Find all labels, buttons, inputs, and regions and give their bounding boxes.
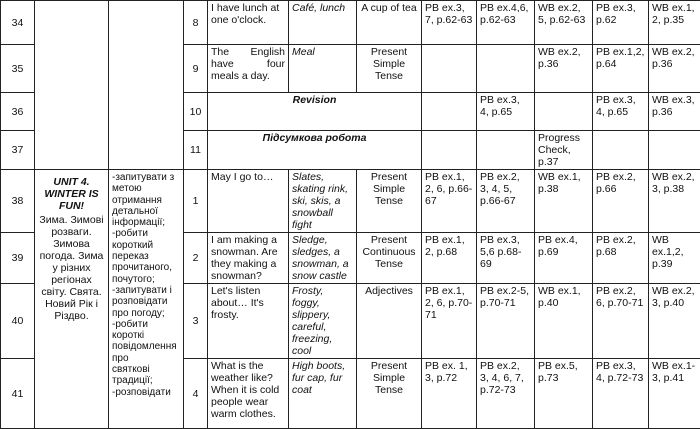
skill-line: традиції; (112, 375, 180, 386)
skill-line: метою (112, 183, 180, 194)
unit-cell (35, 170, 109, 429)
cell-c3: WB ex.2, p.36 (535, 45, 593, 93)
lesson-topic: I am making a snowman. Are they making a snowman? (208, 233, 289, 284)
cell-c5: WB ex.1-3, p.41 (649, 359, 700, 429)
final-test-title: Підсумкова робота (208, 131, 422, 170)
skill-line: детальної (112, 206, 180, 217)
row-index: 40 (1, 284, 35, 359)
cell-c5: WB ex.1,2, p.39 (649, 233, 700, 284)
vocabulary: Slates, skating rink, ski, skis, a snowball fight (289, 170, 357, 233)
vocabulary: Sledge, sledges, a snowman, a snow castle (289, 233, 357, 284)
skill-line: отримання (112, 195, 180, 206)
cell-c4: PB ex.1,2, p.64 (593, 45, 649, 93)
empty-unit-cell (35, 1, 109, 170)
cell-c2 (477, 45, 535, 93)
skill-line: переказ (112, 251, 180, 262)
cell-c2: PB ex.3, 5,6 p.68-69 (477, 233, 535, 284)
row-index: 34 (1, 1, 35, 45)
vocabulary: Meal (289, 45, 357, 93)
skill-line: про (112, 353, 180, 364)
cell-c1 (422, 131, 477, 170)
vocabulary: High boots, fur cap, fur coat (289, 359, 357, 429)
cell-c2 (477, 131, 535, 170)
skill-line: інформації; (112, 217, 180, 228)
cell-c4: PB ex.3, p.62 (593, 1, 649, 45)
vocabulary: Frosty, foggy, slippery, careful, freezing, cool (289, 284, 357, 359)
cell-c1 (422, 45, 477, 93)
cell-c2: PB ex.4,6, p.62-63 (477, 1, 535, 45)
cell-c5: WB ex.2, 3, p.40 (649, 284, 700, 359)
cell-c2: PB ex.3, 4, p.65 (477, 93, 535, 131)
cell-c1: PB ex.1, 2, 6, p.66-67 (422, 170, 477, 233)
cell-c5: WB ex.2, 3, p.38 (649, 170, 700, 233)
row-index: 36 (1, 93, 35, 131)
lesson-topic: What is the weather like? When it is cold people wear warm clothes. (208, 359, 289, 429)
table-row (1, 1, 700, 45)
lesson-number: 2 (184, 233, 208, 284)
revision-title: Revision (208, 93, 422, 131)
skill-line: -робити (112, 228, 180, 239)
cell-c3: PB ex.5, p.73 (535, 359, 593, 429)
lesson-topic: The English have four meals a day. (208, 45, 289, 93)
grammar: Present Continuous Tense (357, 233, 422, 284)
cell-c1: PB ex. 1, 3, p.72 (422, 359, 477, 429)
cell-c4: PB ex.2, 6, p.70-71 (593, 284, 649, 359)
lesson-number: 8 (184, 1, 208, 45)
empty-skills-cell (109, 1, 184, 170)
skills-cell (109, 170, 184, 429)
skill-line: розповідати (112, 296, 180, 307)
row-index: 35 (1, 45, 35, 93)
skill-line: -запитувати і (112, 285, 180, 296)
cell-c3: Progress Check, p.37 (535, 131, 593, 170)
cell-c5: WB ex.2, p.36 (649, 45, 700, 93)
lesson-topic: I have lunch at one o'clock. (208, 1, 289, 45)
grammar: Present Simple Tense (357, 45, 422, 93)
lesson-number: 10 (184, 93, 208, 131)
lesson-number: 11 (184, 131, 208, 170)
grammar: Present Simple Tense (357, 170, 422, 233)
lesson-number: 9 (184, 45, 208, 93)
skill-line: -розповідати (112, 387, 180, 398)
table-row (1, 170, 700, 233)
cell-c5: WB ex.3, p.36 (649, 93, 700, 131)
cell-c1: PB ex.1, 2, p.68 (422, 233, 477, 284)
unit-title: UNIT 4. WINTER IS FUN! (38, 176, 105, 212)
skill-line: святкові (112, 364, 180, 375)
cell-c2: PB ex.2, 3, 4, 6, 7, p.72-73 (477, 359, 535, 429)
skill-line: короткий (112, 240, 180, 251)
lesson-number: 1 (184, 170, 208, 233)
skill-line: прочитаного, (112, 262, 180, 273)
lesson-number: 4 (184, 359, 208, 429)
cell-c5: WB ex.1, 2, p.35 (649, 1, 700, 45)
skill-line: короткі (112, 330, 180, 341)
grammar: A cup of tea (357, 1, 422, 45)
lesson-topic: Let's listen about… It's frosty. (208, 284, 289, 359)
skill-line: -запитувати з (112, 172, 180, 183)
cell-c3 (535, 93, 593, 131)
row-index: 38 (1, 170, 35, 233)
lesson-number: 3 (184, 284, 208, 359)
skill-line: -робити (112, 319, 180, 330)
row-index: 37 (1, 131, 35, 170)
vocabulary: Café, lunch (289, 1, 357, 45)
grammar: Adjectives (357, 284, 422, 359)
cell-c4: PB ex.3, 4, p.72-73 (593, 359, 649, 429)
cell-c3: WB ex.1, p.38 (535, 170, 593, 233)
cell-c3: WB ex.2, 5, p.62-63 (535, 1, 593, 45)
cell-c1: PB ex.3, 7, p.62-63 (422, 1, 477, 45)
cell-c2: PB ex.2, 3, 4, 5, p.66-67 (477, 170, 535, 233)
cell-c4: PB ex.3, 4, p.65 (593, 93, 649, 131)
cell-c4: PB ex.2, p.68 (593, 233, 649, 284)
cell-c2: PB ex.2-5, p.70-71 (477, 284, 535, 359)
skill-line: почутого; (112, 274, 180, 285)
row-index: 39 (1, 233, 35, 284)
cell-c1 (422, 93, 477, 131)
cell-c3: WB ex.1, p.40 (535, 284, 593, 359)
skill-line: про погоду; (112, 308, 180, 319)
cell-c3: PB ex.4, p.69 (535, 233, 593, 284)
cell-c4: PB ex.2, p.66 (593, 170, 649, 233)
grammar: Present Simple Tense (357, 359, 422, 429)
unit-description: Зима. Зимові розваги. Зимова погода. Зима у різних регіонах світу. Свята. Новий Рік і Різдво. (38, 214, 105, 322)
lesson-topic: May I go to… (208, 170, 289, 233)
row-index: 41 (1, 359, 35, 429)
cell-c1: PB ex.1, 2, 6, p.70-71 (422, 284, 477, 359)
cell-c5 (649, 131, 700, 170)
cell-c4 (593, 131, 649, 170)
skill-line: повідомлення (112, 341, 180, 352)
